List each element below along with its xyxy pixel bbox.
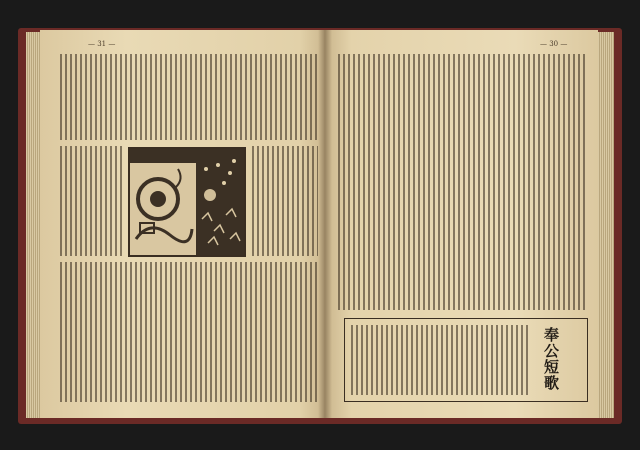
book-gutter bbox=[318, 30, 332, 418]
tanka-section-heading: 奉公短歌 bbox=[542, 327, 560, 391]
left-page-text-bottom bbox=[60, 262, 318, 402]
right-page-edges bbox=[596, 32, 614, 418]
left-page-number: — 31 — bbox=[88, 40, 116, 48]
left-page-text-top bbox=[60, 54, 318, 140]
right-page-text-top bbox=[338, 54, 588, 310]
tanka-section-text bbox=[351, 325, 531, 395]
woodcut-illustration bbox=[128, 147, 246, 257]
left-page-text-beside-illustration bbox=[60, 146, 122, 256]
left-page-text-beside-illustration-right bbox=[252, 146, 318, 256]
right-page-number: — 30 — bbox=[540, 40, 568, 48]
tanka-section-box bbox=[344, 318, 588, 402]
woodcut-illustration-drawing bbox=[130, 149, 244, 255]
